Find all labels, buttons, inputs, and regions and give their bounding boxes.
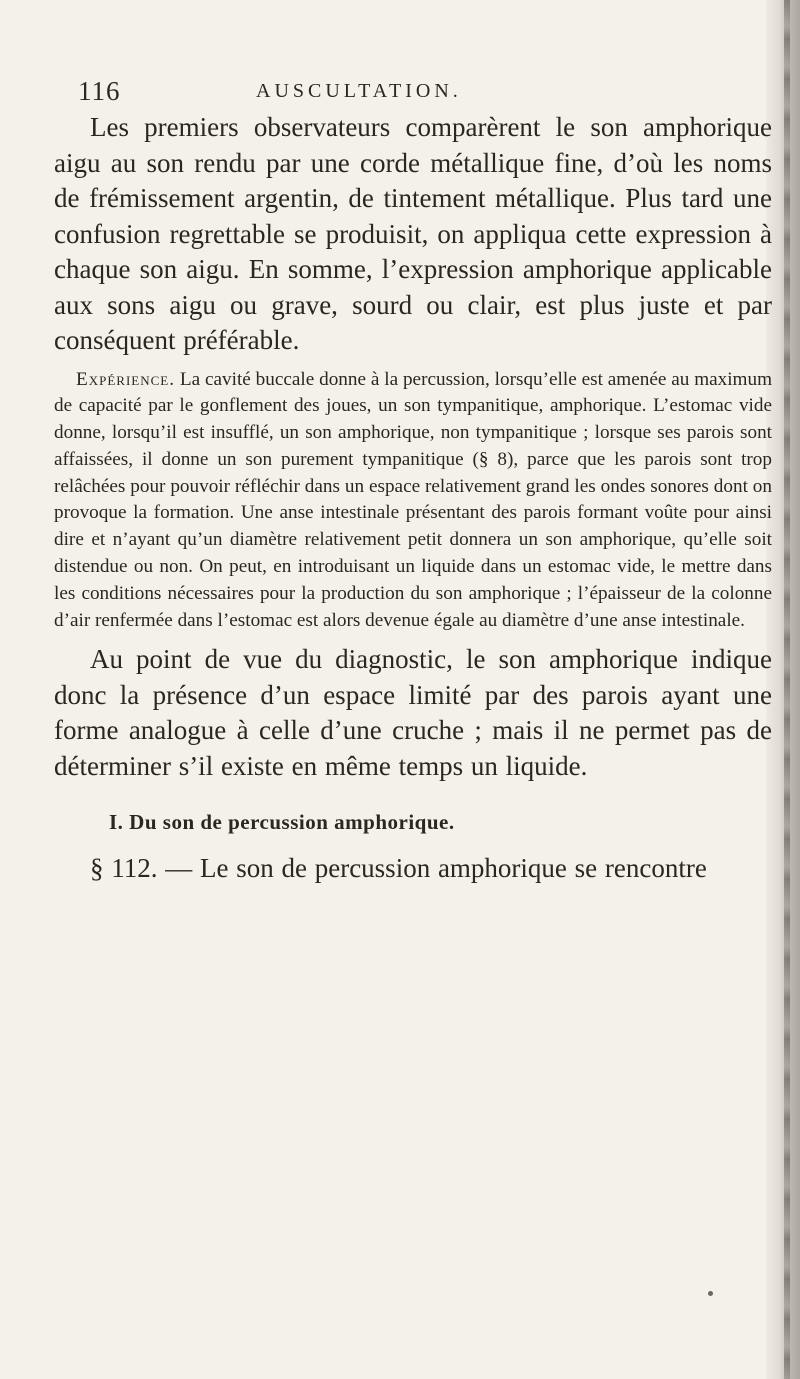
- paragraph-intro: Les premiers observateurs comparèrent le son amphorique aigu au son rendu par une corde métallique fine, d’où les noms de frémissement argentin, de tintement métallique. Plus tard une confusion regrettable se produisit, on appliqua cette expression à chaque son aigu. En somme, l’expression amphorique applicable aux sons aigu ou grave, sourd ou clair, est plus juste et par conséquent préférable.: [54, 112, 772, 355]
- paragraph-section-112: § 112. — Le son de percussion amphorique se rencontre: [90, 853, 707, 884]
- section-heading: I. Du son de percussion amphorique.: [109, 810, 455, 835]
- book-page: [48, 70, 772, 887]
- ink-speck: [708, 1291, 713, 1296]
- running-title: AUSCULTATION.: [256, 80, 462, 102]
- experience-body: La cavité buccale donne à la percussion, lorsqu’elle est amenée au maximum de capacité par le gonflement des joues, un son tympanitique, amphorique. L’estomac vide donne, lorsqu’il est insufflé, un son amphorique, non tympanitique ; lorsque ses parois sont affaissées, il donne un son purement tympanitique (§ 8), parce que les parois sont trop relâchées pour pouvoir réfléchir dans un espace relativement grand les ondes sonores dont on provoque la formation. Une anse intestinale présentant des parois formant voûte pour ainsi dire et n’ayant qu’un diamètre relativement petit donnera un son amphorique, qu’elle soit distendue ou non. On peut, en introduisant un liquide dans un estomac vide, le mettre dans les conditions nécessaires pour la production du son amphorique ; l’épaisseur de la colonne d’air renfermée dans l’estomac est alors devenue égale au diamètre d’une anse intestinale.: [54, 368, 772, 631]
- paragraph-experience: [48, 367, 772, 635]
- page-number: 116: [78, 76, 121, 106]
- binding-edge: [784, 0, 790, 1379]
- experience-heading: Expérience.: [76, 368, 176, 390]
- page-header: [48, 70, 772, 106]
- paragraph-diagnostic: Au point de vue du diagnostic, le son amphorique indique donc la présence d’un espace limité par des parois ayant une forme analogue à celle d’une cruche ; mais il ne permet pas de déterminer s’il existe en même temps un liquide.: [54, 644, 772, 781]
